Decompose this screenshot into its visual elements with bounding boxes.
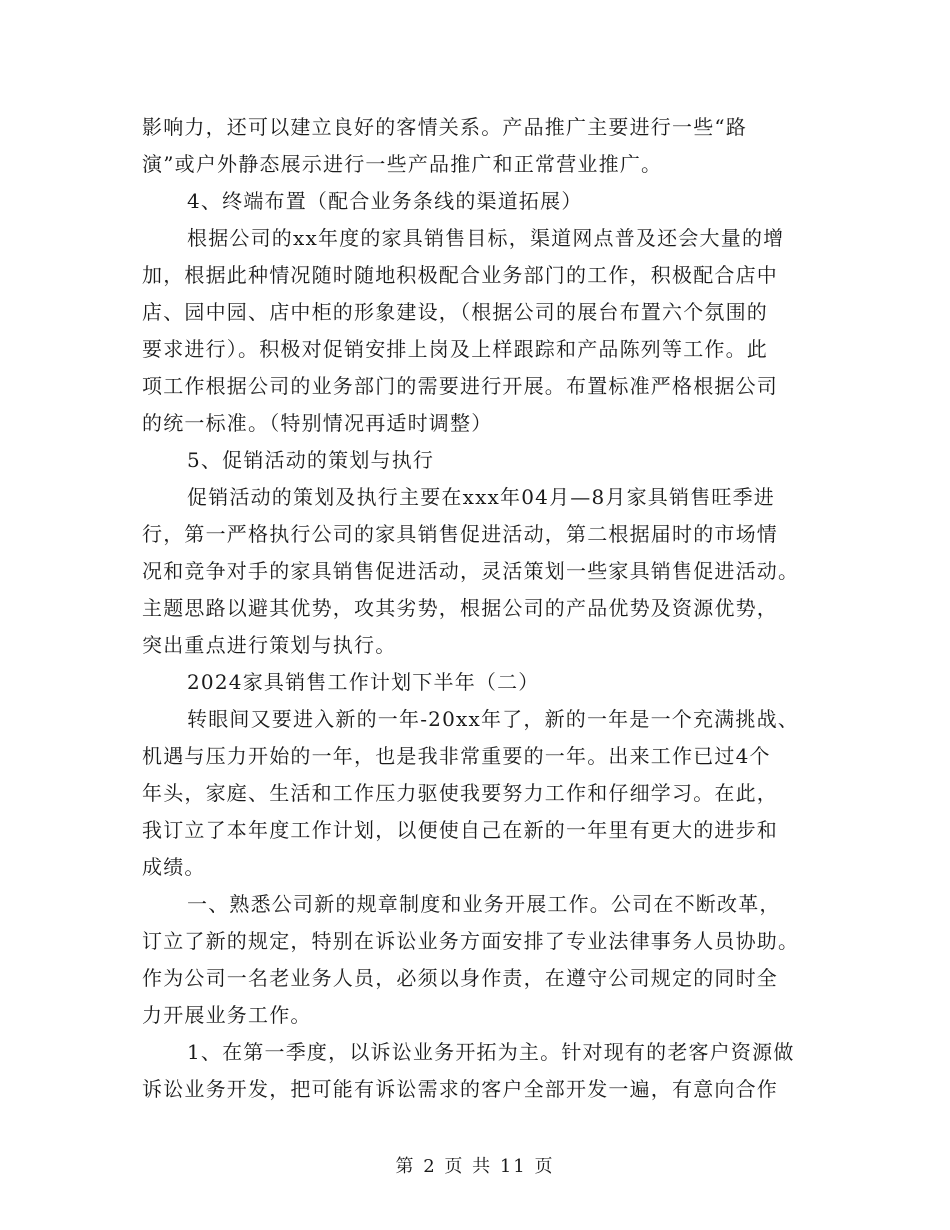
text-line: 成绩。	[142, 855, 206, 879]
text-line: 作为公司一名老业务人员，必须以身作责，在遵守公司规定的同时全	[142, 966, 778, 990]
text-line: 转眼间又要进入新的一年-20xx年了，新的一年是一个充满挑战、	[187, 707, 799, 731]
document-subtitle: 2024家具销售工作计划下半年（二）	[187, 670, 540, 694]
text-line: 突出重点进行策划与执行。	[142, 633, 397, 657]
text-line: 店、园中园、店中柜的形象建设，（根据公司的展台布置六个氛围的	[142, 300, 768, 324]
text-line: 演”或户外静态展示进行一些产品推广和正常营业推广。	[142, 152, 663, 176]
text-line: 行，第一严格执行公司的家具销售促进活动，第二根据届时的市场情	[142, 522, 778, 546]
text-line: 诉讼业务开发，把可能有诉讼需求的客户全部开发一遍，有意向合作	[142, 1077, 778, 1101]
text-line: 一、熟悉公司新的规章制度和业务开展工作。公司在不断改革，	[187, 892, 781, 916]
text-line: 力开展业务工作。	[142, 1003, 312, 1027]
text-line: 年头，家庭、生活和工作压力驱使我要努力工作和仔细学习。在此，	[142, 781, 778, 805]
text-line: 主题思路以避其优势，攻其劣势，根据公司的产品优势及资源优势，	[142, 596, 778, 620]
section-heading: 5、促销活动的策划与执行	[187, 448, 435, 472]
text-line: 的统一标准。（特别情况再适时调整）	[142, 411, 493, 435]
text-line: 机遇与压力开始的一年，也是我非常重要的一年。出来工作已过4个	[142, 744, 771, 768]
text-line: 促销活动的策划及执行主要在xxx年04月—8月家具销售旺季进	[187, 485, 776, 509]
text-line: 加，根据此种情况随时随地积极配合业务部门的工作，积极配合店中	[142, 263, 778, 287]
text-line: 1、在第一季度，以诉讼业务开拓为主。针对现有的老客户资源做	[187, 1040, 795, 1064]
text-line: 我订立了本年度工作计划，以便使自己在新的一年里有更大的进步和	[142, 818, 778, 842]
page-number: 第 2 页 共 11 页	[395, 1156, 555, 1177]
text-line: 根据公司的xx年度的家具销售目标，渠道网点普及还会大量的增	[187, 226, 785, 250]
text-line: 影响力，还可以建立良好的客情关系。产品推广主要进行一些“路	[142, 115, 748, 139]
text-line: 项工作根据公司的业务部门的需要进行开展。布置标准严格根据公司	[142, 374, 778, 398]
text-line: 订立了新的规定，特别在诉讼业务方面安排了专业法律事务人员协助。	[142, 929, 800, 953]
text-line: 况和竞争对手的家具销售促进活动，灵活策划一些家具销售促进活动。	[142, 559, 800, 583]
section-heading: 4、终端布置（配合业务条线的渠道拓展）	[187, 189, 583, 213]
text-line: 要求进行）。积极对促销安排上岗及上样跟踪和产品陈列等工作。此	[142, 337, 768, 361]
